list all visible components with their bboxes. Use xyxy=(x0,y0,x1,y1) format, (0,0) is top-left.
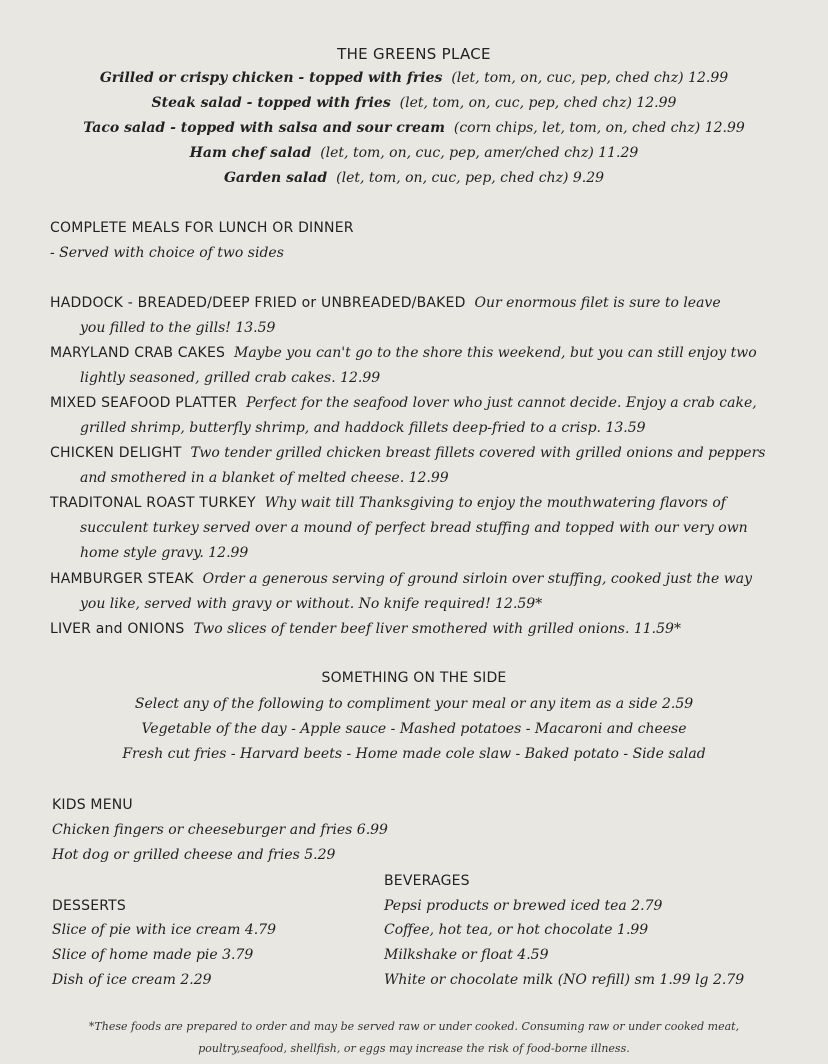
dessert-item: Dish of ice cream 2.29 xyxy=(52,972,212,988)
salad-name: Taco salad - topped with salsa and sour cream xyxy=(83,120,445,136)
desserts-heading: DESSERTS xyxy=(52,898,126,914)
salad-name: Steak salad - topped with fries xyxy=(151,95,391,111)
meal-desc: Two tender grilled chicken breast fillets covered with grilled onions and peppers xyxy=(190,445,766,461)
meal-desc-cont: succulent turkey served over a mound of perfect bread stuffing and topped with our very own xyxy=(80,520,748,536)
meal-desc-cont: you filled to the gills! 13.59 xyxy=(80,320,276,336)
meal-name: LIVER and ONIONS xyxy=(50,621,185,637)
meal-name: CHICKEN DELIGHT xyxy=(50,445,182,461)
meal-desc-cont: home style gravy. 12.99 xyxy=(80,545,249,561)
beverage-item: Coffee, hot tea, or hot chocolate 1.99 xyxy=(384,922,649,938)
meal-name: MIXED SEAFOOD PLATTER xyxy=(50,395,238,411)
salad-desc: (let, tom, on, cuc, pep, ched chz) 12.99 xyxy=(399,95,677,111)
beverages-heading: BEVERAGES xyxy=(384,873,470,889)
menu-title: THE GREENS PLACE xyxy=(337,45,491,63)
beverage-item: Milkshake or float 4.59 xyxy=(384,947,549,963)
sides-line: Fresh cut fries - Harvard beets - Home made cole slaw - Baked potato - Side salad xyxy=(122,746,706,762)
sides-line: Select any of the following to compliment your meal or any item as a side 2.59 xyxy=(134,696,694,712)
meal-desc: Two slices of tender beef liver smothered with grilled onions. 11.59* xyxy=(193,621,681,637)
meal-name: MARYLAND CRAB CAKES xyxy=(50,345,226,361)
meal-desc: Perfect for the seafood lover who just cannot decide. Enjoy a crab cake, xyxy=(246,395,757,411)
meal-name: TRADITONAL ROAST TURKEY xyxy=(50,495,256,511)
meal-desc-cont: grilled shrimp, butterfly shrimp, and haddock fillets deep-fried to a crisp. 13.59 xyxy=(80,420,646,436)
salad-desc: (let, tom, on, cuc, pep, amer/ched chz) 11.29 xyxy=(320,145,639,161)
meal-desc-cont: and smothered in a blanket of melted cheese. 12.99 xyxy=(80,470,449,486)
salad-item xyxy=(0,120,828,136)
dessert-item: Slice of home made pie 3.79 xyxy=(52,947,254,963)
footnote-line: poultry,seafood, shellfish, or eggs may increase the risk of food-borne illness. xyxy=(198,1042,630,1055)
meal-item xyxy=(50,495,726,511)
meal-desc: Our enormous filet is sure to leave xyxy=(474,295,721,311)
salad-desc: (let, tom, on, cuc, pep, ched chz) 12.99 xyxy=(451,70,729,86)
footnote-line: *These foods are prepared to order and may be served raw or under cooked. Consuming raw or under cooked meat, xyxy=(88,1020,740,1033)
salad-desc: (let, tom, on, cuc, pep, ched chz) 9.29 xyxy=(336,170,605,186)
meal-desc: Order a generous serving of ground sirloin over stuffing, cooked just the way xyxy=(202,571,753,587)
salad-item xyxy=(0,170,828,186)
meal-desc: Why wait till Thanksgiving to enjoy the mouthwatering flavors of xyxy=(264,495,726,511)
beverage-item: White or chocolate milk (NO refill) sm 1.99 lg 2.79 xyxy=(384,972,745,988)
meal-name: HADDOCK - BREADED/DEEP FRIED or UNBREADED/BAKED xyxy=(50,295,466,311)
salad-item xyxy=(0,70,828,86)
meal-item xyxy=(50,445,765,461)
kids-item: Hot dog or grilled cheese and fries 5.29 xyxy=(52,847,336,863)
meal-desc-cont: you like, served with gravy or without. No knife required! 12.59* xyxy=(80,596,543,612)
meals-note: - Served with choice of two sides xyxy=(50,245,284,261)
meal-item xyxy=(50,345,757,361)
sides-heading: SOMETHING ON THE SIDE xyxy=(321,670,507,686)
meal-desc: Maybe you can't go to the shore this weekend, but you can still enjoy two xyxy=(233,345,757,361)
meal-item xyxy=(50,621,681,637)
salad-desc: (corn chips, let, tom, on, ched chz) 12.99 xyxy=(453,120,745,136)
salad-name: Ham chef salad xyxy=(189,145,312,161)
beverage-item: Pepsi products or brewed iced tea 2.79 xyxy=(384,898,663,914)
salad-name: Grilled or crispy chicken - topped with fries xyxy=(99,70,443,86)
meal-item xyxy=(50,395,757,411)
salad-item xyxy=(0,95,828,111)
meal-item xyxy=(50,295,721,311)
sides-line: Vegetable of the day - Apple sauce - Mashed potatoes - Macaroni and cheese xyxy=(141,721,687,737)
salad-item xyxy=(0,145,828,161)
meal-name: HAMBURGER STEAK xyxy=(50,571,194,587)
meal-item xyxy=(50,571,752,587)
dessert-item: Slice of pie with ice cream 4.79 xyxy=(52,922,277,938)
kids-item: Chicken fingers or cheeseburger and fries 6.99 xyxy=(52,822,388,838)
meals-heading: COMPLETE MEALS FOR LUNCH OR DINNER xyxy=(50,220,354,236)
kids-heading: KIDS MENU xyxy=(52,797,133,813)
salad-name: Garden salad xyxy=(223,170,328,186)
meal-desc-cont: lightly seasoned, grilled crab cakes. 12.99 xyxy=(80,370,381,386)
